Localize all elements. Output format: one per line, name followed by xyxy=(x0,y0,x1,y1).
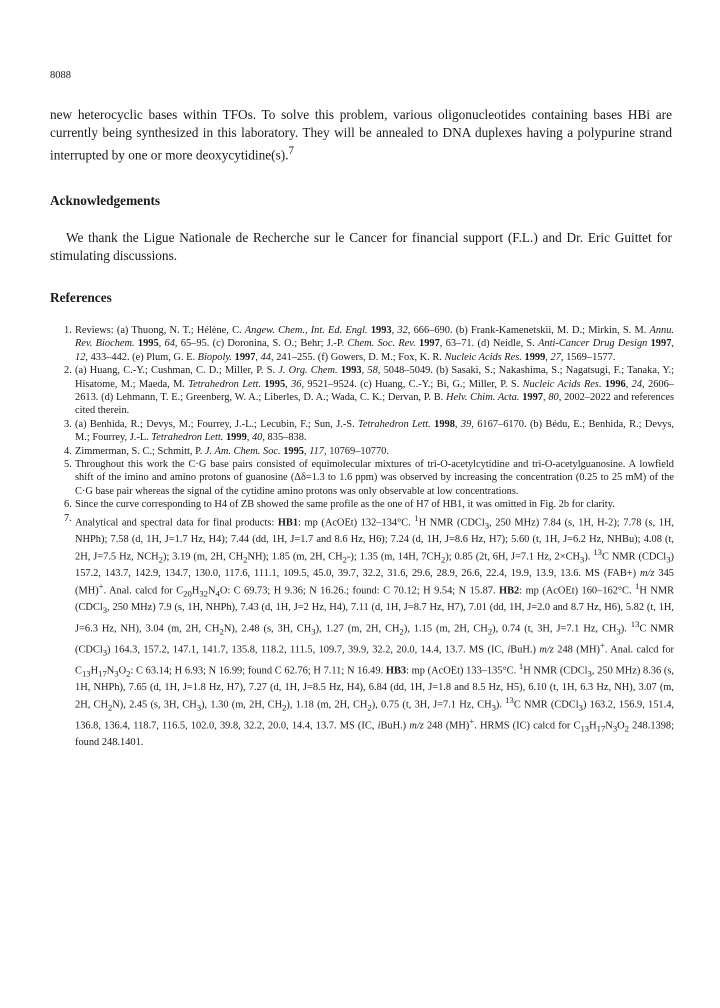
reference-6 xyxy=(64,498,674,511)
reference-3: 3. (a) Benhida, R.; Devys, M.; Fourrey, J.-L.; Lecubin, F.; Sun, J.-S. Tetrahedron Lett. 1998, 39, 6167–6170. (b) Bédu, E.; Benhida, R.; Devys, M.; Fourrey, J.-L. Tetrahedron Lett. 1999, 40, 835–838. xyxy=(64,418,674,444)
reference-number: 2. xyxy=(64,365,72,377)
reference-text: Throughout this work the C·G base pairs consisted of equimolecular mixtures of tri-O-acetylcytidine and tri-O-acetylguanosine. A lowfield shift of the imino and amino protons of guanosine (Δδ=1.3 to 1.6 ppm) was observed by increasing the concentration (0.25 to 25 mM) of the C·G base pair whereas the signal of the cytidine amino protons was only observable at low concentrations. xyxy=(75,459,674,497)
references-heading: References xyxy=(50,290,112,305)
reference-text: Since the curve corresponding to H4 of ZB showed the same profile as the one of H7 of HB1, it was omitted in Fig. 2b for clarity. xyxy=(75,499,615,511)
reference-number: 1. xyxy=(64,325,72,336)
reference-number: 5. xyxy=(64,459,72,471)
acknowledgements-heading: Acknowledgements xyxy=(50,193,161,208)
reference-2: 2. (a) Huang, C.-Y.; Cushman, C. D.; Miller, P. S. J. Org. Chem. 1993, 58, 5048–5049. (b) Sasaki, S.; Nakashima, S.; Nagatsugi, F.; Tanaka, Y.; Hisatome, M.; Maeda, M. Tetrahedron Lett. 1995, 36, 9521–9524. (c) Huang, C.-Y.; Bi, G.; Miller, P. S. Nucleic Acids Res. 1996, 24, 2606–2613. (d) Lehmann, T. E.; Greenberg, W. A.; Liberles, D. A.; Wada, C. K.; Dervan, P. B. Helv. Chim. Acta. 1997, 80, 2002–2022 and references cited therein. xyxy=(64,365,674,417)
reference-list xyxy=(64,324,674,749)
intro-paragraph xyxy=(50,106,672,164)
reference-1: 1. Reviews: (a) Thuong, N. T.; Hélène, C. Angew. Chem., Int. Ed. Engl. 1993, 32, 666–690. (b) Frank-Kamenetskii, M. D.; Mirkin, S. M. Annu. Rev. Biochem. 1995, 64, 65–95. (c) Doronina, S. O.; Behr; J.-P. Chem. Soc. Rev. 1997, 63–71. (d) Neidle, S. Anti-Cancer Drug Design 1997, 12, 433–442. (e) Plum, G. E. Biopoly. 1997, 44, 241–255. (f) Gowers, D. M.; Fox, K. R. Nucleic Acids Res. 1999, 27, 1569–1577. xyxy=(64,325,675,363)
reference-number: 3. xyxy=(64,418,72,430)
reference-number: 6. xyxy=(64,499,72,511)
reference-number: 7. xyxy=(64,512,72,524)
acknowledgements-text: We thank the Ligue Nationale de Recherche sur le Cancer for financial support (F.L.) and Dr. Eric Guittet for stimulating discussions. xyxy=(50,230,672,263)
intro-text: new heterocyclic bases within TFOs. To solve this problem, various oligonucleotides containing bases HBi are currently being synthesized in this laboratory. They will be annealed to DNA duplexes having a polypurine strand interrupted by one or more deoxycytidine(s). xyxy=(50,107,672,163)
reference-number: 4. xyxy=(64,445,72,457)
intro-reference-mark: 7 xyxy=(288,145,295,157)
page-number: 8088 xyxy=(50,70,71,81)
reference-5 xyxy=(64,458,674,498)
reference-7: 7. Analytical and spectral data for final products: HB1: mp (AcOEt) 132–134°C. $^1$H NMR (CDCl$_3$, 250 MHz) 7.84 (s, 1H, H-2); 7.78 (s, 1H, NHPh); 7.58 (d, 1H, J=1.7 Hz, H4); 7.44 (dd, 1H, J=1.7 and 8.6 Hz, H6); 7.24 (d, 1H, J=8.6 Hz, H7); 5.60 (t, 1H, J=6.2 Hz, NHBu); 4.08 (t, 2H, J=7.5 Hz, $NCH_2$); 3.19 (m, 2H, $CH_2NH$); 1.85 (m, 2H, $CH_2-$); 1.35 (m, 14H, $7CH_2$); 0.85 (2t, 6H, J=7.1 Hz, $2\times CH_3$). $^{13}$C NMR (CDCl$_3$) 157.2, 143.7, 142.9, 134.7, 130.0, 117.6, 111.1, 109.5, 45.0, 39.7, 32.2, 31.6, 29.6, 28.9, 26.6, 22.4, 19.9, 13.9, 13.6. MS (FAB+) m/z 345 (MH)+. Anal. calcd for $C_{20}H_{32}N_4O$: C 69.73; H 9.36; N 16.26.; found: C 70.12; H 9.54; N 15.87. HB2: mp (AcOEt) 160–162°C. $^1$H NMR (CDCl$_3$, 250 MHz) 7.9 (s, 1H, NHPh), 7.43 (d, 1H, J=2 Hz, H4), 7.11 (d, 1H, J=8.7 Hz, H7), 7.01 (dd, 1H, J=2.0 and 8.7 Hz, H6), 5.82 (t, 1H, J=6.3 Hz, NH), 3.04 (m, 2H, $CH_2N$), 2.48 (s, 3H, $CH_3$), 1.27 (m, 2H, $CH_2$), 1.15 (m, 2H, $CH_2$), 0.74 (t, 3H, J=7.1 Hz, $CH_3$). $^{13}$C NMR (CDCl$_3$) 164.3, 157.2, 147.1, 141.7, 135.8, 118.2, 111.5, 109.7, 39.9, 32.2, 20.0, 14.4, 13.7. MS (IC, iBuH.) m/z 248 (MH)+. Anal. calcd for $C_{13}H_{17}N_3O_2$: C 63.14; H 6.93; N 16.99; found C 62.76; H 7.11; N 16.49. HB3: mp (AcOEt) 133–135°C. $^1$H NMR (CDCl$_3$, 250 MHz) 8.36 (s, 1H, NHPh), 7.65 (d, 1H, J=1.8 Hz, H7), 7.27 (d, 1H, J=8.5 Hz, H4), 6.84 (dd, 1H, J=1.8 and 8.5 Hz, H5), 6.10 (t, 1H, 6.3 Hz, NH), 3.07 (m, 2H, $CH_2N$), 2.45 (s, 3H, $CH_3$), 1.30 (m, 2H, $CH_2$), 1.18 (m, 2H, $CH_2$), 0.75 (t, 3H, J=7.1 Hz, $CH_3$). $^{13}$C NMR (CDCl$_3$) 163.2, 156.9, 151.4, 136.8, 136.4, 118.7, 116.5, 102.0, 39.8, 32.2, 20.0, 14.4, 13.7. MS (IC, iBuH.) m/z 248 (MH)+. HRMS (IC) calcd for $C_{13}H_{17}N_3O_2$ 248.1398; found 248.1401. xyxy=(64,512,675,749)
reference-4: 4. Zimmerman, S. C.; Schmitt, P. J. Am. Chem. Soc. 1995, 117, 10769–10770. xyxy=(64,445,389,457)
